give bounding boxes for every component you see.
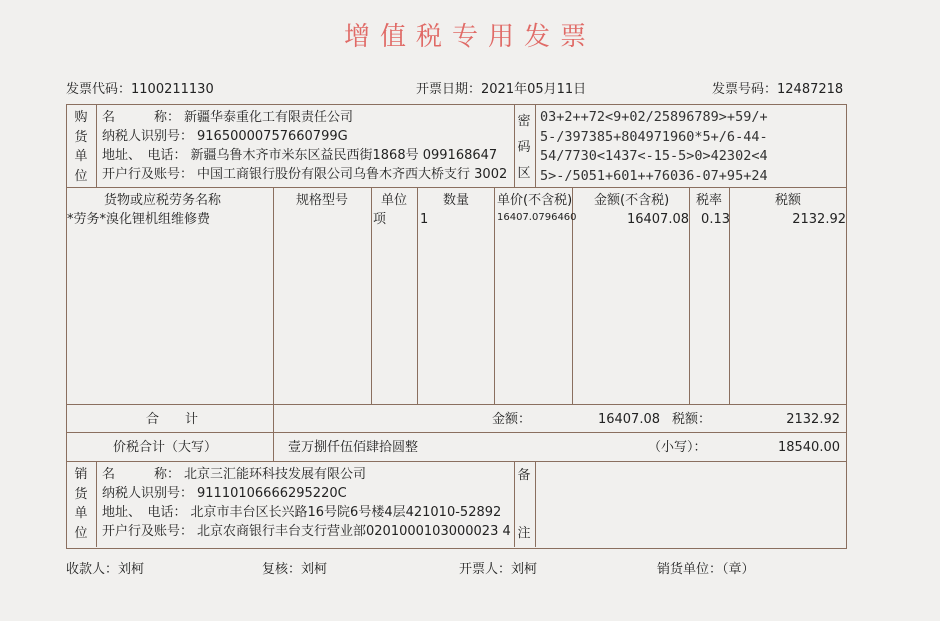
cipher-side-char: 区 — [517, 166, 531, 181]
invoice-code-label: 发票代码： — [66, 82, 132, 97]
invoice-date-value: 2021年05月11日 — [481, 82, 587, 97]
footer-reviewer — [262, 558, 327, 577]
payee-value: 刘柯 — [118, 562, 145, 577]
seller-side-char: 销 — [74, 467, 88, 482]
seller-side-char: 单 — [74, 506, 88, 521]
cipher-line: 03+2++72<9+02/25896789>+59/+ — [540, 109, 768, 125]
remarks-side-char: 注 — [517, 525, 531, 541]
invoice-code — [66, 78, 214, 97]
cipher-side-label — [516, 108, 532, 188]
buyer-addr-label: 地址、 电话： — [102, 148, 187, 163]
totals-amount-value: 16407.08 — [597, 412, 660, 427]
item-qty: 1 — [420, 212, 429, 227]
buyer-bank-value: 中国工商银行股份有限公司乌鲁木齐西大桥支行 3002 — [197, 167, 508, 182]
cipher-side-char: 码 — [517, 140, 531, 155]
invoice-number-label: 发票号码： — [712, 82, 778, 97]
seller-tax-label: 纳税人识别号： — [102, 486, 194, 501]
buyer-tax-value: 91650000757660799G — [197, 129, 348, 144]
totals-tax-value: 2132.92 — [786, 412, 840, 427]
buyer-bank-label: 开户行及账号： — [102, 167, 194, 182]
footer-payee — [66, 558, 144, 577]
header-rate: 税率 — [696, 193, 723, 208]
footer-drawer — [459, 558, 537, 577]
cipher-line: 54/7730<1437<-15-5>0>42302<4 — [540, 148, 768, 164]
footer-seller-seal — [657, 558, 755, 577]
seller-addr-value: 北京市丰台区长兴路16号院6号楼4层421010-52892 — [190, 505, 502, 520]
item-rate: 0.13 — [701, 212, 730, 227]
cipher-line: 5>-/5051+601++76036-07+95+24 — [540, 167, 768, 184]
seller-addr-label: 地址、 电话： — [102, 505, 187, 520]
totals-tax-label: 税额： — [672, 412, 712, 427]
remarks-side-label — [516, 466, 532, 543]
seller-name-label: 名 称： — [102, 467, 181, 482]
buyer-name-label: 名 称： — [102, 110, 181, 125]
invoice-code-value: 1100211130 — [131, 82, 214, 97]
header-tax: 税额 — [775, 193, 802, 208]
item-amount: 16407.08 — [626, 212, 689, 227]
header-qty: 数量 — [443, 193, 470, 208]
buyer-side-label — [73, 108, 89, 186]
cipher-side-char: 密 — [517, 114, 531, 129]
remarks-side-char: 备 — [517, 468, 531, 483]
seller-side-char: 货 — [74, 486, 88, 502]
totals-label: 合 计 — [146, 412, 199, 427]
item-name: *劳务*溴化锂机组维修费 — [67, 212, 211, 227]
buyer-name-value: 新疆华泰重化工有限责任公司 — [184, 110, 354, 125]
header-price: 单价(不含税) — [497, 193, 573, 208]
grand-total-upper: 壹万捌仟伍佰肆拾圆整 — [288, 440, 419, 455]
buyer-side-char: 单 — [74, 149, 88, 164]
item-tax: 2132.92 — [792, 212, 846, 227]
seller-side-label — [73, 465, 89, 543]
buyer-addr-value: 新疆乌鲁木齐市米东区益民西街1868号 099168647 — [190, 148, 498, 163]
grand-total-lower-value: 18540.00 — [777, 440, 840, 455]
cipher-area — [540, 108, 768, 186]
header-name: 货物或应税劳务名称 — [104, 193, 222, 208]
grand-total-label: 价税合计（大写） — [113, 440, 218, 455]
seller-name-value: 北京三汇能环科技发展有限公司 — [184, 467, 367, 482]
invoice-number — [712, 78, 843, 97]
drawer-value: 刘柯 — [511, 562, 538, 577]
reviewer-value: 刘柯 — [301, 562, 328, 577]
item-price: 16407.0796460 — [497, 212, 577, 223]
seller-seal-label: 销货单位：（章） — [657, 562, 755, 577]
seller-tax-value: 91110106666295220C — [197, 486, 347, 501]
header-unit: 单位 — [381, 193, 408, 208]
seller-side-char: 位 — [74, 525, 88, 541]
invoice-number-value: 12487218 — [777, 82, 844, 97]
cipher-line: 5-/397385+804971960*5+/6-44- — [540, 128, 768, 145]
invoice-date-label: 开票日期： — [416, 82, 482, 97]
buyer-info — [102, 108, 507, 184]
header-amount: 金额(不含税) — [594, 193, 670, 208]
buyer-side-char: 货 — [74, 129, 88, 145]
payee-label: 收款人： — [66, 562, 119, 577]
grand-total-lower-label: （小写）： — [648, 440, 707, 455]
header-spec: 规格型号 — [296, 193, 349, 208]
item-unit: 项 — [373, 212, 387, 227]
seller-bank-label: 开户行及账号： — [102, 524, 194, 539]
buyer-side-char: 购 — [74, 110, 88, 125]
remarks-area — [537, 463, 843, 545]
reviewer-label: 复核： — [262, 562, 302, 577]
invoice-date — [416, 78, 586, 97]
buyer-tax-label: 纳税人识别号： — [102, 129, 194, 144]
seller-bank-value: 北京农商银行丰台支行营业部0201000103000023 4 — [197, 524, 511, 539]
seller-info — [102, 465, 511, 541]
totals-amount-label: 金额： — [492, 412, 532, 427]
invoice-title: 增值税专用发票 — [343, 22, 596, 52]
buyer-side-char: 位 — [74, 168, 88, 184]
drawer-label: 开票人： — [459, 562, 512, 577]
